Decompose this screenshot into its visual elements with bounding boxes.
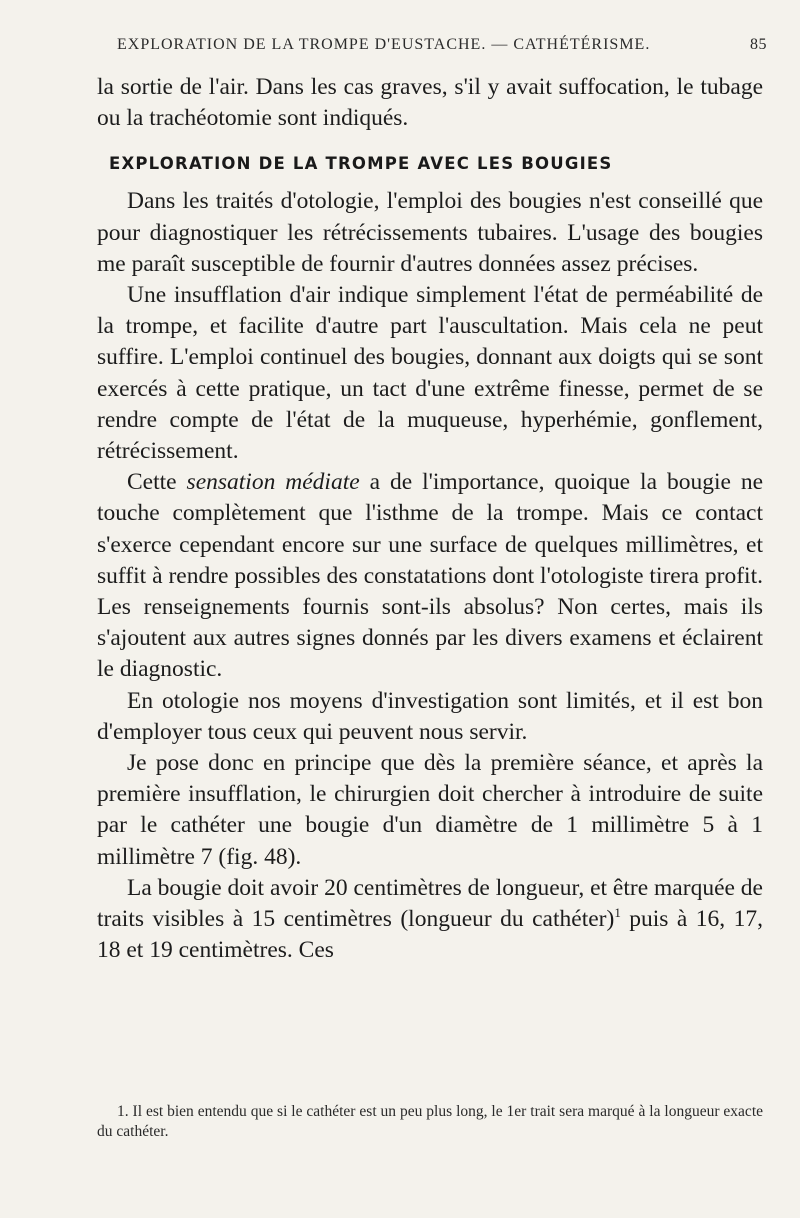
- paragraph-6-lead: La bougie doit avoir 20 centimètres de longueur, et être marquée de traits visibles à 15 centimètres (longueur du cathéter): [97, 874, 763, 933]
- paragraph-3-italic: sensation médiate: [186, 469, 360, 496]
- paragraph-3-rest: a de l'importance, quoique la bougie ne touche complètement que l'isthme de la trompe. Mais ce contact s'exerce cependant encore sur une surface de quelques millimètres, et suffit à rendre possibles des constatations dont l'otologiste tirera profit. Les renseignements fournis sont-ils absolus? Non certes, mais ils s'ajoutent aux autres signes donnés par les divers examens et éclairent le diagnostic.: [97, 469, 764, 683]
- paragraph-6-rest: puis à 16, 17, 18 et 19 centimètres. Ces: [97, 906, 764, 964]
- footnotes: [97, 1102, 763, 1142]
- paragraph-4: En otologie nos moyens d'investigation sont limités, et il est bon d'employer tous ceux qui peuvent nous servir.: [97, 687, 763, 745]
- intro-paragraph: la sortie de l'air. Dans les cas graves, s'il y avait suffocation, le tubage ou la trachéotomie sont indiqués.: [97, 74, 763, 132]
- paragraph-6: [97, 873, 763, 967]
- paragraph-5: Je pose donc en principe que dès la première séance, et après la première insufflation, le chirurgien doit chercher à introduire de suite par le cathéter une bougie d'un diamètre de 1 millimètre 5 à 1 millimètre 7 (fig. 48).: [97, 750, 763, 870]
- body-text: [97, 72, 763, 966]
- page-number: 85: [750, 36, 767, 53]
- footnote-1: 1. Il est bien entendu que si le cathéter est un peu plus long, le 1er trait sera marqué à la longueur exacte du cathéter.: [97, 1103, 763, 1140]
- running-title: EXPLORATION DE LA TROMPE D'EUSTACHE. — CATHÉTÉRISME.: [117, 36, 651, 53]
- section-heading: EXPLORATION DE LA TROMPE AVEC LES BOUGIES: [109, 154, 613, 174]
- paragraph-3: [97, 467, 763, 685]
- paragraph-3-lead: Cette: [127, 469, 177, 496]
- running-head: [117, 36, 767, 54]
- paragraph-1: Dans les traités d'otologie, l'emploi des bougies n'est conseillé que pour diagnostiquer les rétrécissements tubaires. L'usage des bougies me paraît susceptible de fournir d'autres données assez précises.: [97, 188, 763, 277]
- footnote-reference: 1: [614, 905, 621, 921]
- paragraph-2: Une insufflation d'air indique simplement l'état de perméabilité de la trompe, et facilite d'autre part l'auscultation. Mais cela ne peut suffire. L'emploi continuel des bougies, donnant aux doigts qui se sont exercés à cette pratique, un tact d'une extrême finesse, permet de se rendre compte de l'état de la muqueuse, hyperhémie, gonflement, rétrécissement.: [97, 282, 763, 465]
